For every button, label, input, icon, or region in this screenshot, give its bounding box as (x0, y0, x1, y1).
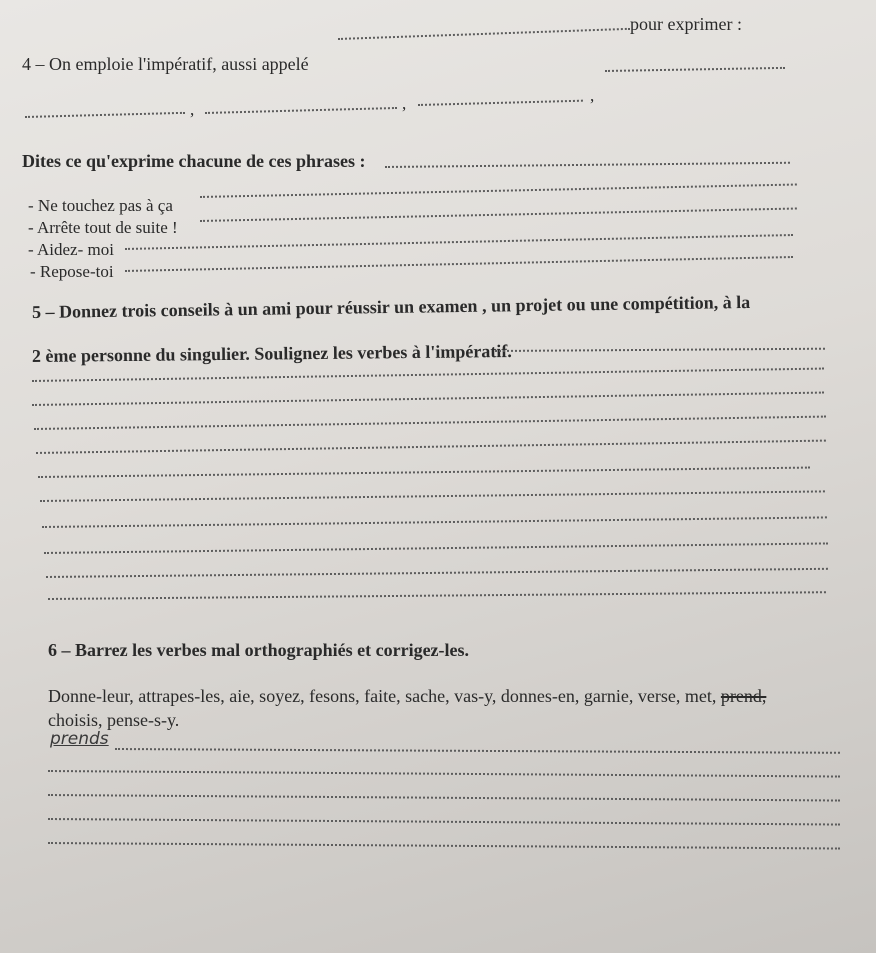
q4-suffix-text: pour exprimer : (630, 14, 742, 34)
phrase-aidez-moi: - Aidez- moi (28, 240, 114, 259)
q5-answer-line[interactable] (44, 542, 828, 554)
q4-intro-text: 4 – On emploie l'impératif, aussi appelé (22, 54, 309, 74)
q5-line-1: 5 – Donnez trois conseils à un ami pour réussir un examen , un projet ou une compétition, à la (31, 291, 751, 322)
handwritten-correction-prends: prends (50, 729, 109, 749)
q5-answer-line[interactable] (32, 392, 824, 406)
q5-answer-line[interactable] (40, 490, 825, 502)
q5-answer-line[interactable] (34, 416, 826, 430)
q4-comma-2: , (402, 94, 407, 113)
q4-blank-1[interactable] (338, 28, 630, 40)
q6-answer-line[interactable] (48, 818, 840, 826)
dites-blank-2[interactable] (200, 207, 797, 222)
q6-verb-list-line-2: choisis, pense-s-y. (48, 710, 180, 730)
q5-answer-line[interactable] (42, 516, 827, 528)
q4-comma-1: , (190, 100, 195, 119)
q5-answer-line[interactable] (46, 568, 828, 578)
q5-answer-line[interactable] (32, 368, 824, 382)
q6-answer-line[interactable] (48, 842, 840, 850)
q4-blank-5[interactable] (418, 100, 583, 106)
q5-answer-line[interactable] (495, 348, 825, 352)
q4-comma-3: , (590, 86, 595, 105)
q5-line-2: 2 ème personne du singulier. Soulignez les verbes à l'impératif. (31, 340, 512, 366)
q4-blank-4[interactable] (205, 107, 397, 114)
phrase-arrete: - Arrête tout de suite ! (28, 218, 178, 237)
dites-blank-0[interactable] (385, 162, 790, 168)
dites-blank-1[interactable] (200, 183, 797, 198)
q6-verb-list-line-1 (48, 686, 766, 707)
q6-title: 6 – Barrez les verbes mal orthographiés et corrigez-les. (48, 640, 470, 660)
dites-blank-4[interactable] (125, 256, 793, 272)
q4-blank-2[interactable] (605, 67, 785, 72)
dites-title: Dites ce qu'exprime chacune de ces phrases : (22, 151, 366, 171)
q6-answer-line[interactable] (48, 770, 840, 778)
q6-answer-line[interactable] (115, 748, 840, 754)
q5-answer-line[interactable] (38, 467, 810, 478)
q5-answer-line[interactable] (36, 440, 826, 454)
dites-blank-3[interactable] (125, 234, 793, 250)
q6-verb-list: Donne-leur, attrapes-les, aie, soyez, fesons, faite, sache, vas-y, donnes-en, garnie, verse, met, (48, 686, 717, 706)
q5-answer-line[interactable] (48, 591, 826, 600)
struck-verb-prend: prend, (720, 686, 767, 706)
q4-blank-3[interactable] (25, 112, 185, 118)
phrase-repose-toi: - Repose-toi (30, 262, 114, 281)
phrase-ne-touchez: - Ne touchez pas à ça (28, 196, 173, 215)
q6-answer-line[interactable] (48, 794, 840, 802)
